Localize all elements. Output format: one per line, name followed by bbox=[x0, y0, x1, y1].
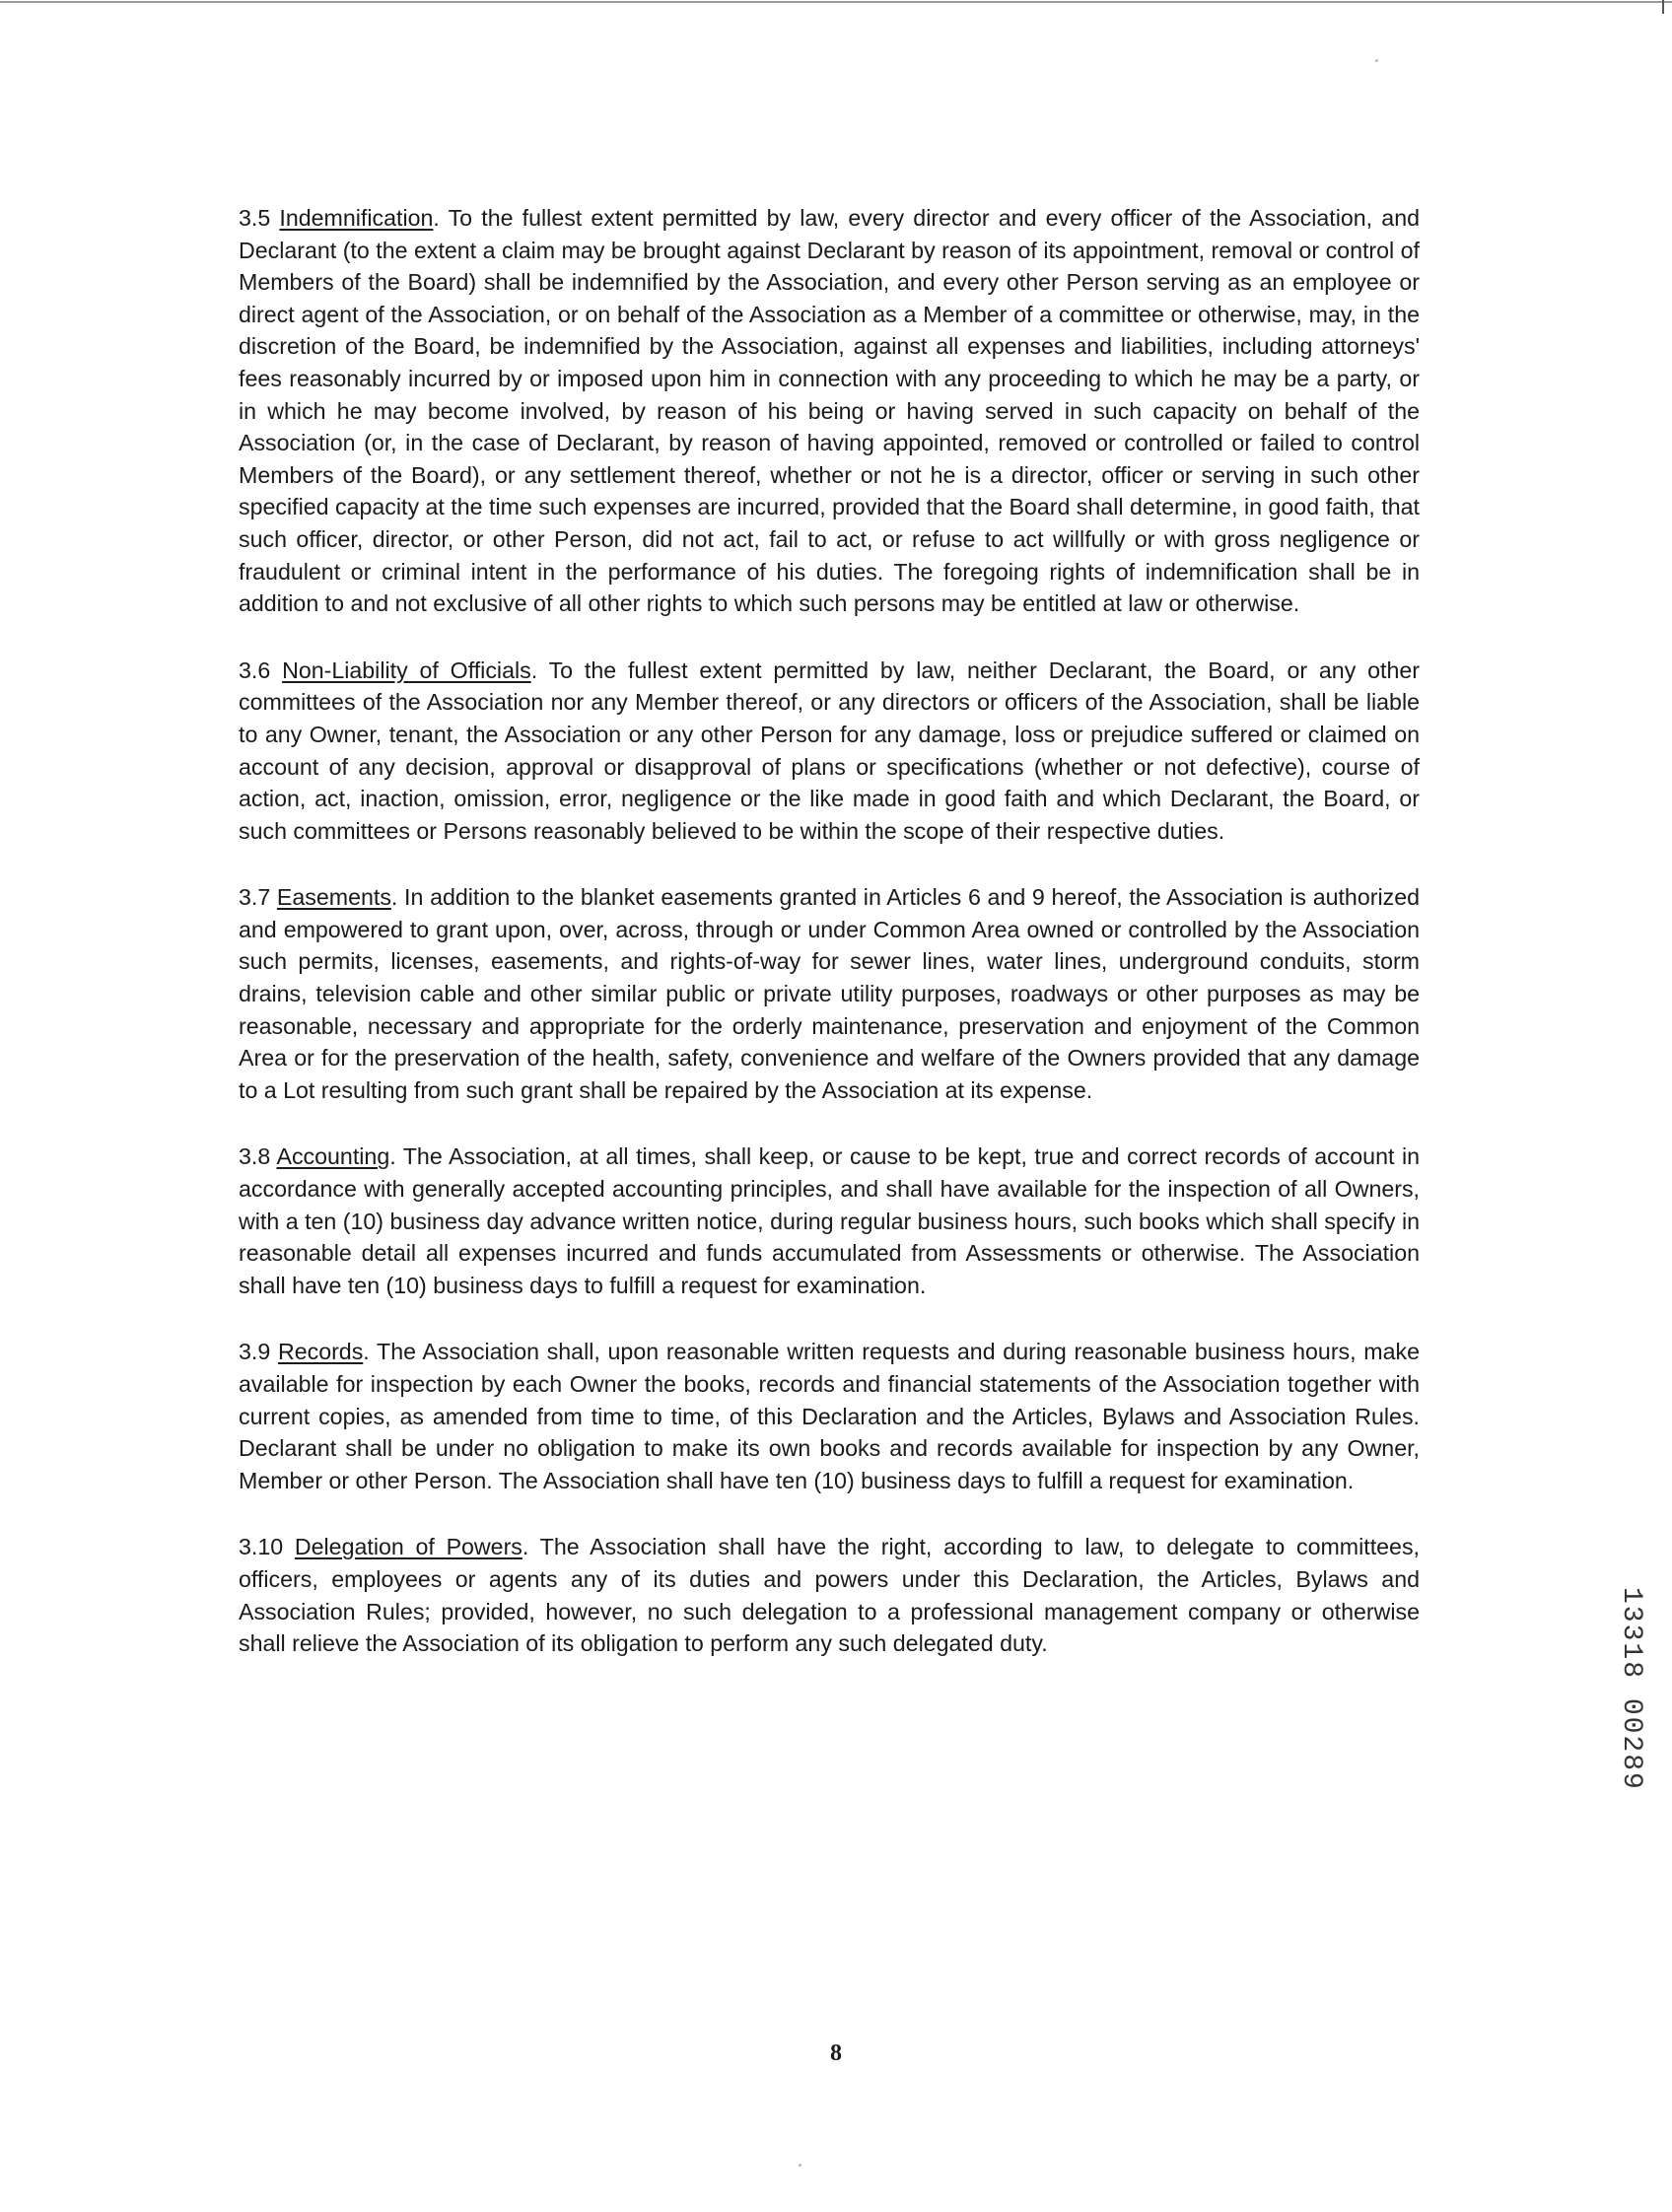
scan-speck bbox=[1375, 59, 1378, 62]
section-title: Easements bbox=[276, 884, 391, 911]
page-number: 8 bbox=[830, 2040, 842, 2066]
section-number: 3.5 bbox=[239, 205, 271, 231]
section-3-10 bbox=[239, 1531, 1420, 1659]
section-number: 3.9 bbox=[239, 1339, 271, 1365]
section-number: 3.8 bbox=[239, 1143, 271, 1170]
recording-stamp bbox=[1617, 1587, 1646, 1833]
recording-stamp-text: 13318 00289 bbox=[1616, 1587, 1646, 1791]
section-3-5 bbox=[239, 202, 1420, 620]
top-border-line bbox=[0, 1, 1672, 3]
section-text: . To the fullest extent permitted by law, every director and every officer of the Association, and Declarant (to the extent a claim may be brought against Declarant by reason of its appointment, removal or control of Members of the Board) shall be indemnified by the Association, and every other Person serving as an employee or direct agent of the Association, or on behalf of the Association as a Member of a committee or otherwise, may, in the discretion of the Board, be indemnified by the Association, against all expenses and liabilities, including attorneys' fees reasonably incurred by or imposed upon him in connection with any proceeding to which he may be a party, or in which he may become involved, by reason of his being or having served in such capacity on behalf of the Association (or, in the case of Declarant, by reason of having appointed, removed or controlled or failed to control Members of the Board), or any settlement thereof, whether or not he is a director, officer or serving in such other specified capacity at the time such expenses are incurred, provided that the Board shall determine, in good faith, that such officer, director, or other Person, did not act, fail to act, or refuse to act willfully or with gross negligence or fraudulent or criminal intent in the performance of his duties. The foregoing rights of indemnification shall be in addition to and not exclusive of all other rights to which such persons may be entitled at law or otherwise. bbox=[239, 205, 1420, 617]
section-title: Accounting bbox=[276, 1143, 390, 1170]
section-number: 3.7 bbox=[239, 884, 271, 911]
section-text: . To the fullest extent permitted by law, neither Declarant, the Board, or any other committees of the Association nor any Member thereof, or any directors or officers of the Association, shall be liable to any Owner, tenant, the Association or any other Person for any damage, loss or prejudice suffered or claimed on account of any decision, approval or disapproval of plans or specifications (whether or not defective), course of action, act, inaction, omission, error, negligence or the like made in good faith and which Declarant, the Board, or such committees or Persons reasonably believed to be within the scope of their respective duties. bbox=[239, 657, 1420, 844]
section-text: . The Association shall, upon reasonable written requests and during reasonable business hours, make available for inspection by each Owner the books, records and financial statements of the Association together with current copies, as amended from time to time, of this Declaration and the Articles, Bylaws and Association Rules. Declarant shall be under no obligation to make its own books and records available for inspection by any Owner, Member or other Person. The Association shall have ten (10) business days to fulfill a request for examination. bbox=[239, 1339, 1420, 1493]
section-3-8 bbox=[239, 1141, 1420, 1301]
section-text: . The Association, at all times, shall keep, or cause to be kept, true and correct records of account in accordance with generally accepted accounting principles, and shall have available for the inspection of all Owners, with a ten (10) business day advance written notice, during regular business hours, such books which shall specify in reasonable detail all expenses incurred and funds accumulated from Assessments or otherwise. The Association shall have ten (10) business days to fulfill a request for examination. bbox=[239, 1143, 1420, 1298]
document-body bbox=[239, 202, 1420, 1694]
section-title: Indemnification bbox=[279, 205, 434, 231]
section-text: . In addition to the blanket easements granted in Articles 6 and 9 hereof, the Association is authorized and empowered to grant upon, over, across, through or under Common Area owned or controlled by the Association such permits, licenses, easements, and rights-of-way for sewer lines, water lines, underground conduits, storm drains, television cable and other similar public or private utility purposes, roadways or other purposes as may be reasonable, necessary and appropriate for the orderly maintenance, preservation and enjoyment of the Common Area or for the preservation of the health, safety, convenience and welfare of the Owners provided that any damage to a Lot resulting from such grant shall be repaired by the Association at its expense. bbox=[239, 884, 1420, 1103]
section-text: . The Association shall have the right, according to law, to delegate to committees, officers, employees or agents any of its duties and powers under this Declaration, the Articles, Bylaws and Association Rules; provided, however, no such delegation to a professional management company or otherwise shall relieve the Association of its obligation to perform any such delegated duty. bbox=[239, 1534, 1420, 1657]
section-3-6 bbox=[239, 655, 1420, 848]
section-title: Delegation of Powers bbox=[294, 1534, 522, 1560]
section-title: Records bbox=[277, 1339, 364, 1365]
scan-speck bbox=[799, 2164, 801, 2167]
section-3-7 bbox=[239, 881, 1420, 1106]
section-title: Non-Liability of Officials bbox=[282, 657, 531, 683]
section-number: 3.10 bbox=[239, 1534, 284, 1560]
scan-edge-mark bbox=[1662, 0, 1664, 14]
section-number: 3.6 bbox=[239, 657, 271, 683]
section-3-9 bbox=[239, 1336, 1420, 1496]
